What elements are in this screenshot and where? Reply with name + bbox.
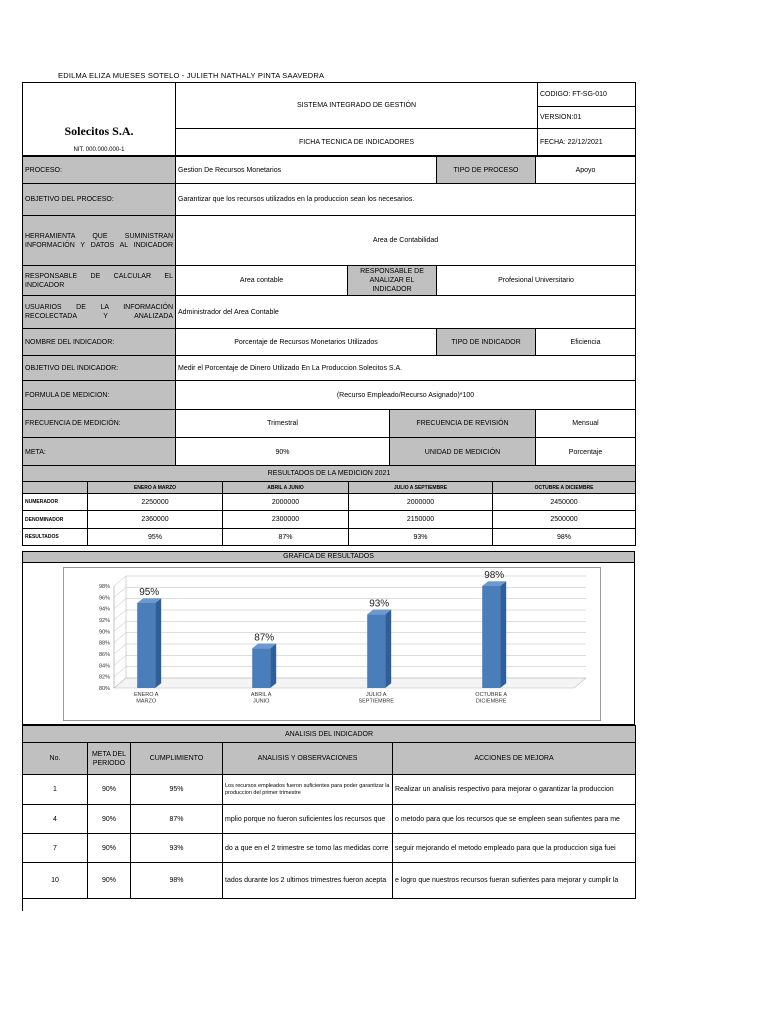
gridline <box>114 667 126 677</box>
period-header: ENERO A MARZO <box>88 482 223 494</box>
data-label: 93% <box>369 598 390 610</box>
analysis-acciones: seguir mejorando el metodo empleado para que la produccion siga fuei <box>393 834 636 863</box>
doc-code: CODIGO: FT-SG-010 <box>538 83 636 107</box>
tipo-indicador-value: Eficiencia <box>536 329 636 356</box>
bar <box>252 648 270 688</box>
table-cell: 2000000 <box>349 494 493 511</box>
x-tick-label: ABRIL A <box>250 692 272 698</box>
objetivo-indicador-label: OBJETIVO DEL INDICADOR: <box>23 356 176 381</box>
period-header: OCTUBRE A DICIEMBRE <box>493 482 636 494</box>
bar <box>482 586 500 688</box>
unidad-label: UNIDAD DE MEDICIÓN <box>390 438 536 467</box>
table-row <box>23 834 636 863</box>
analysis-cumplimiento: 93% <box>131 834 223 863</box>
analysis-observaciones: Los recursos empleados fueron suficientes para poder garantizar la produccion del primer trimestre <box>223 775 393 805</box>
y-tick-label: 84% <box>98 663 110 670</box>
tipo-indicador-label: TIPO DE INDICADOR <box>437 329 536 356</box>
results-chart <box>64 568 600 720</box>
row-label: RESULTADOS <box>23 529 88 546</box>
usuarios-label: USUARIOS DE LA INFORMACIÓN RECOLECTADA Y ANALIZADA <box>23 296 176 329</box>
x-tick-label: JULIO A <box>365 692 387 698</box>
meta-label: META: <box>23 438 176 467</box>
sheet-name: FICHA TECNICA DE INDICADORES <box>176 129 538 156</box>
chart-section <box>22 551 635 725</box>
analysis-meta: 90% <box>88 834 131 863</box>
table-cell: 2150000 <box>349 511 493 529</box>
x-tick-label: ENERO A <box>133 692 159 698</box>
x-tick-label: OCTUBRE A <box>475 692 508 698</box>
analysis-table <box>22 725 636 899</box>
gridline <box>114 610 126 620</box>
table-row <box>23 511 636 529</box>
analysis-header-no: No. <box>23 743 88 775</box>
company-nit: NIT. 000.000.000-1 <box>73 147 125 153</box>
gridline <box>114 633 126 643</box>
table-cell: 2450000 <box>493 494 636 511</box>
analysis-header-analisis: ANALISIS Y OBSERVACIONES <box>223 743 393 775</box>
bar-side <box>155 598 161 688</box>
y-tick-label: 82% <box>98 674 110 681</box>
frecuencia-revision-label: FRECUENCIA DE REVISIÓN <box>390 410 536 438</box>
doc-date: FECHA: 22/12/2021 <box>538 129 636 156</box>
table-cell: 2250000 <box>88 494 223 511</box>
frecuencia-value: Trimestral <box>176 410 390 438</box>
analysis-meta: 90% <box>88 775 131 805</box>
table-row <box>23 529 636 546</box>
gridline <box>114 644 126 654</box>
analysis-observaciones: tados durante los 2 ultimos trimestres fueron acepta <box>223 863 393 899</box>
analysis-header-cumplimiento: CUMPLIMIENTO <box>131 743 223 775</box>
frecuencia-label: FRECUENCIA DE MEDICIÓN: <box>23 410 176 438</box>
table-row <box>23 863 636 899</box>
table-cell: 2500000 <box>493 511 636 529</box>
results-table <box>22 465 636 546</box>
analysis-no: 1 <box>23 775 88 805</box>
analysis-meta: 90% <box>88 863 131 899</box>
x-tick-label: MARZO <box>136 698 157 705</box>
table-row <box>23 775 636 805</box>
resp-calcular-value: Area contable <box>176 266 348 296</box>
y-tick-label: 86% <box>98 652 110 658</box>
bar <box>137 603 155 688</box>
system-name: SISTEMA INTEGRADO DE GESTIÓN <box>176 83 538 129</box>
y-tick-label: 92% <box>98 618 110 624</box>
objetivo-proceso-label: OBJETIVO DEL PROCESO: <box>23 184 176 216</box>
analysis-title: ANALISIS DEL INDICADOR <box>23 726 636 743</box>
gridline <box>114 587 126 597</box>
gridline <box>114 576 126 586</box>
analysis-no: 4 <box>23 805 88 834</box>
bar <box>367 614 385 688</box>
y-tick-label: 88% <box>98 640 110 647</box>
bar-side <box>385 610 391 688</box>
authors-line: EDILMA ELIZA MUESES SOTELO - JULIETH NATHALY PINTA SAAVEDRA <box>58 71 325 80</box>
unidad-value: Porcentaje <box>536 438 636 467</box>
resp-analizar-value: Profesional Universitario <box>437 266 636 296</box>
results-corner <box>23 482 88 494</box>
bar-side <box>270 644 276 688</box>
company-cell <box>23 83 176 156</box>
usuarios-value: Administrador del Area Contable <box>176 296 636 329</box>
gridline <box>114 599 126 609</box>
company-name: Solecitos S.A. <box>64 124 134 138</box>
objetivo-proceso-value: Garantizar que los recursos utilizados en la produccion sean los necesarios. <box>176 184 636 216</box>
y-tick-label: 80% <box>98 686 110 692</box>
x-tick-label: SEPTIEMBRE <box>358 698 394 705</box>
row-label: NUMERADOR <box>23 494 88 511</box>
chart-floor <box>114 678 586 688</box>
analysis-no: 7 <box>23 834 88 863</box>
tipo-proceso-label: TIPO DE PROCESO <box>437 157 536 184</box>
doc-version: VERSION:01 <box>538 107 636 129</box>
analysis-cumplimiento: 87% <box>131 805 223 834</box>
analysis-cumplimiento: 95% <box>131 775 223 805</box>
period-header: JULIO A SEPTIEMBRE <box>349 482 493 494</box>
data-label: 98% <box>484 570 505 581</box>
analysis-header-meta: META DEL PERIODO <box>88 743 131 775</box>
period-header: ABRIL A JUNIO <box>223 482 349 494</box>
nombre-indicador-value: Porcentaje de Recursos Monetarios Utilizados <box>176 329 437 356</box>
y-tick-label: 98% <box>98 584 110 590</box>
frecuencia-revision-value: Mensual <box>536 410 636 438</box>
bar-side <box>500 581 506 688</box>
table-cell: 98% <box>493 529 636 546</box>
analysis-observaciones: mplio porque no fueron suficientes los recursos que <box>223 805 393 834</box>
analysis-acciones: o metodo para que los recursos que se empleen sean sufientes para me <box>393 805 636 834</box>
indicator-form <box>22 156 636 467</box>
data-label: 95% <box>139 587 160 598</box>
row-label: DENOMINADOR <box>23 511 88 529</box>
proceso-label: PROCESO: <box>23 157 176 184</box>
analysis-cumplimiento: 98% <box>131 863 223 899</box>
nombre-indicador-label: NOMBRE DEL INDICADOR: <box>23 329 176 356</box>
table-cell: 2360000 <box>88 511 223 529</box>
document-header <box>22 82 636 156</box>
results-title: RESULTADOS DE LA MEDICION 2021 <box>23 466 636 482</box>
meta-value: 90% <box>176 438 390 467</box>
gridline <box>114 655 126 665</box>
formula-label: FORMULA DE MEDICION: <box>23 381 176 410</box>
y-tick-label: 96% <box>98 595 110 602</box>
x-tick-label: DICIEMBRE <box>475 698 507 705</box>
x-tick-label: JUNIO <box>252 698 270 705</box>
table-cell: 2000000 <box>223 494 349 511</box>
table-row <box>23 494 636 511</box>
analysis-acciones: Realizar un analisis respectivo para mejorar o garantizar la produccion <box>393 775 636 805</box>
analysis-acciones: e logro que nuestros recursos fueran sufientes para mejorar y cumplir la <box>393 863 636 899</box>
proceso-value: Gestion De Recursos Monetarios <box>176 157 437 184</box>
data-label: 87% <box>254 632 275 644</box>
herramienta-value: Area de Contabilidad <box>176 216 636 266</box>
table-cell: 93% <box>349 529 493 546</box>
gridline <box>114 621 126 631</box>
resp-calcular-label: RESPONSABLE DE CALCULAR EL INDICADOR <box>23 266 176 296</box>
table-continuation-line <box>22 899 23 911</box>
table-cell: 2300000 <box>223 511 349 529</box>
analysis-observaciones: do a que en el 2 trimestre se tomo las medidas corre <box>223 834 393 863</box>
resp-analizar-label: RESPONSABLE DE ANALIZAR EL INDICADOR <box>348 266 437 296</box>
table-cell: 87% <box>223 529 349 546</box>
table-cell: 95% <box>88 529 223 546</box>
chart-title: GRAFICA DE RESULTADOS <box>23 551 634 563</box>
table-row <box>23 805 636 834</box>
analysis-no: 10 <box>23 863 88 899</box>
formula-value: (Recurso Empleado/Recurso Asignado)*100 <box>176 381 636 410</box>
objetivo-indicador-value: Medir el Porcentaje de Dinero Utilizado En La Produccion Solecitos S.A. <box>176 356 636 381</box>
chart-box <box>63 567 601 721</box>
tipo-proceso-value: Apoyo <box>536 157 636 184</box>
herramienta-label: HERRAMIENTA QUE SUMINISTRAN INFORMACIÓN Y DATOS AL INDICADOR <box>23 216 176 266</box>
analysis-meta: 90% <box>88 805 131 834</box>
y-tick-label: 90% <box>98 629 110 636</box>
y-tick-label: 94% <box>98 606 110 613</box>
analysis-header-acciones: ACCIONES DE MEJORA <box>393 743 636 775</box>
